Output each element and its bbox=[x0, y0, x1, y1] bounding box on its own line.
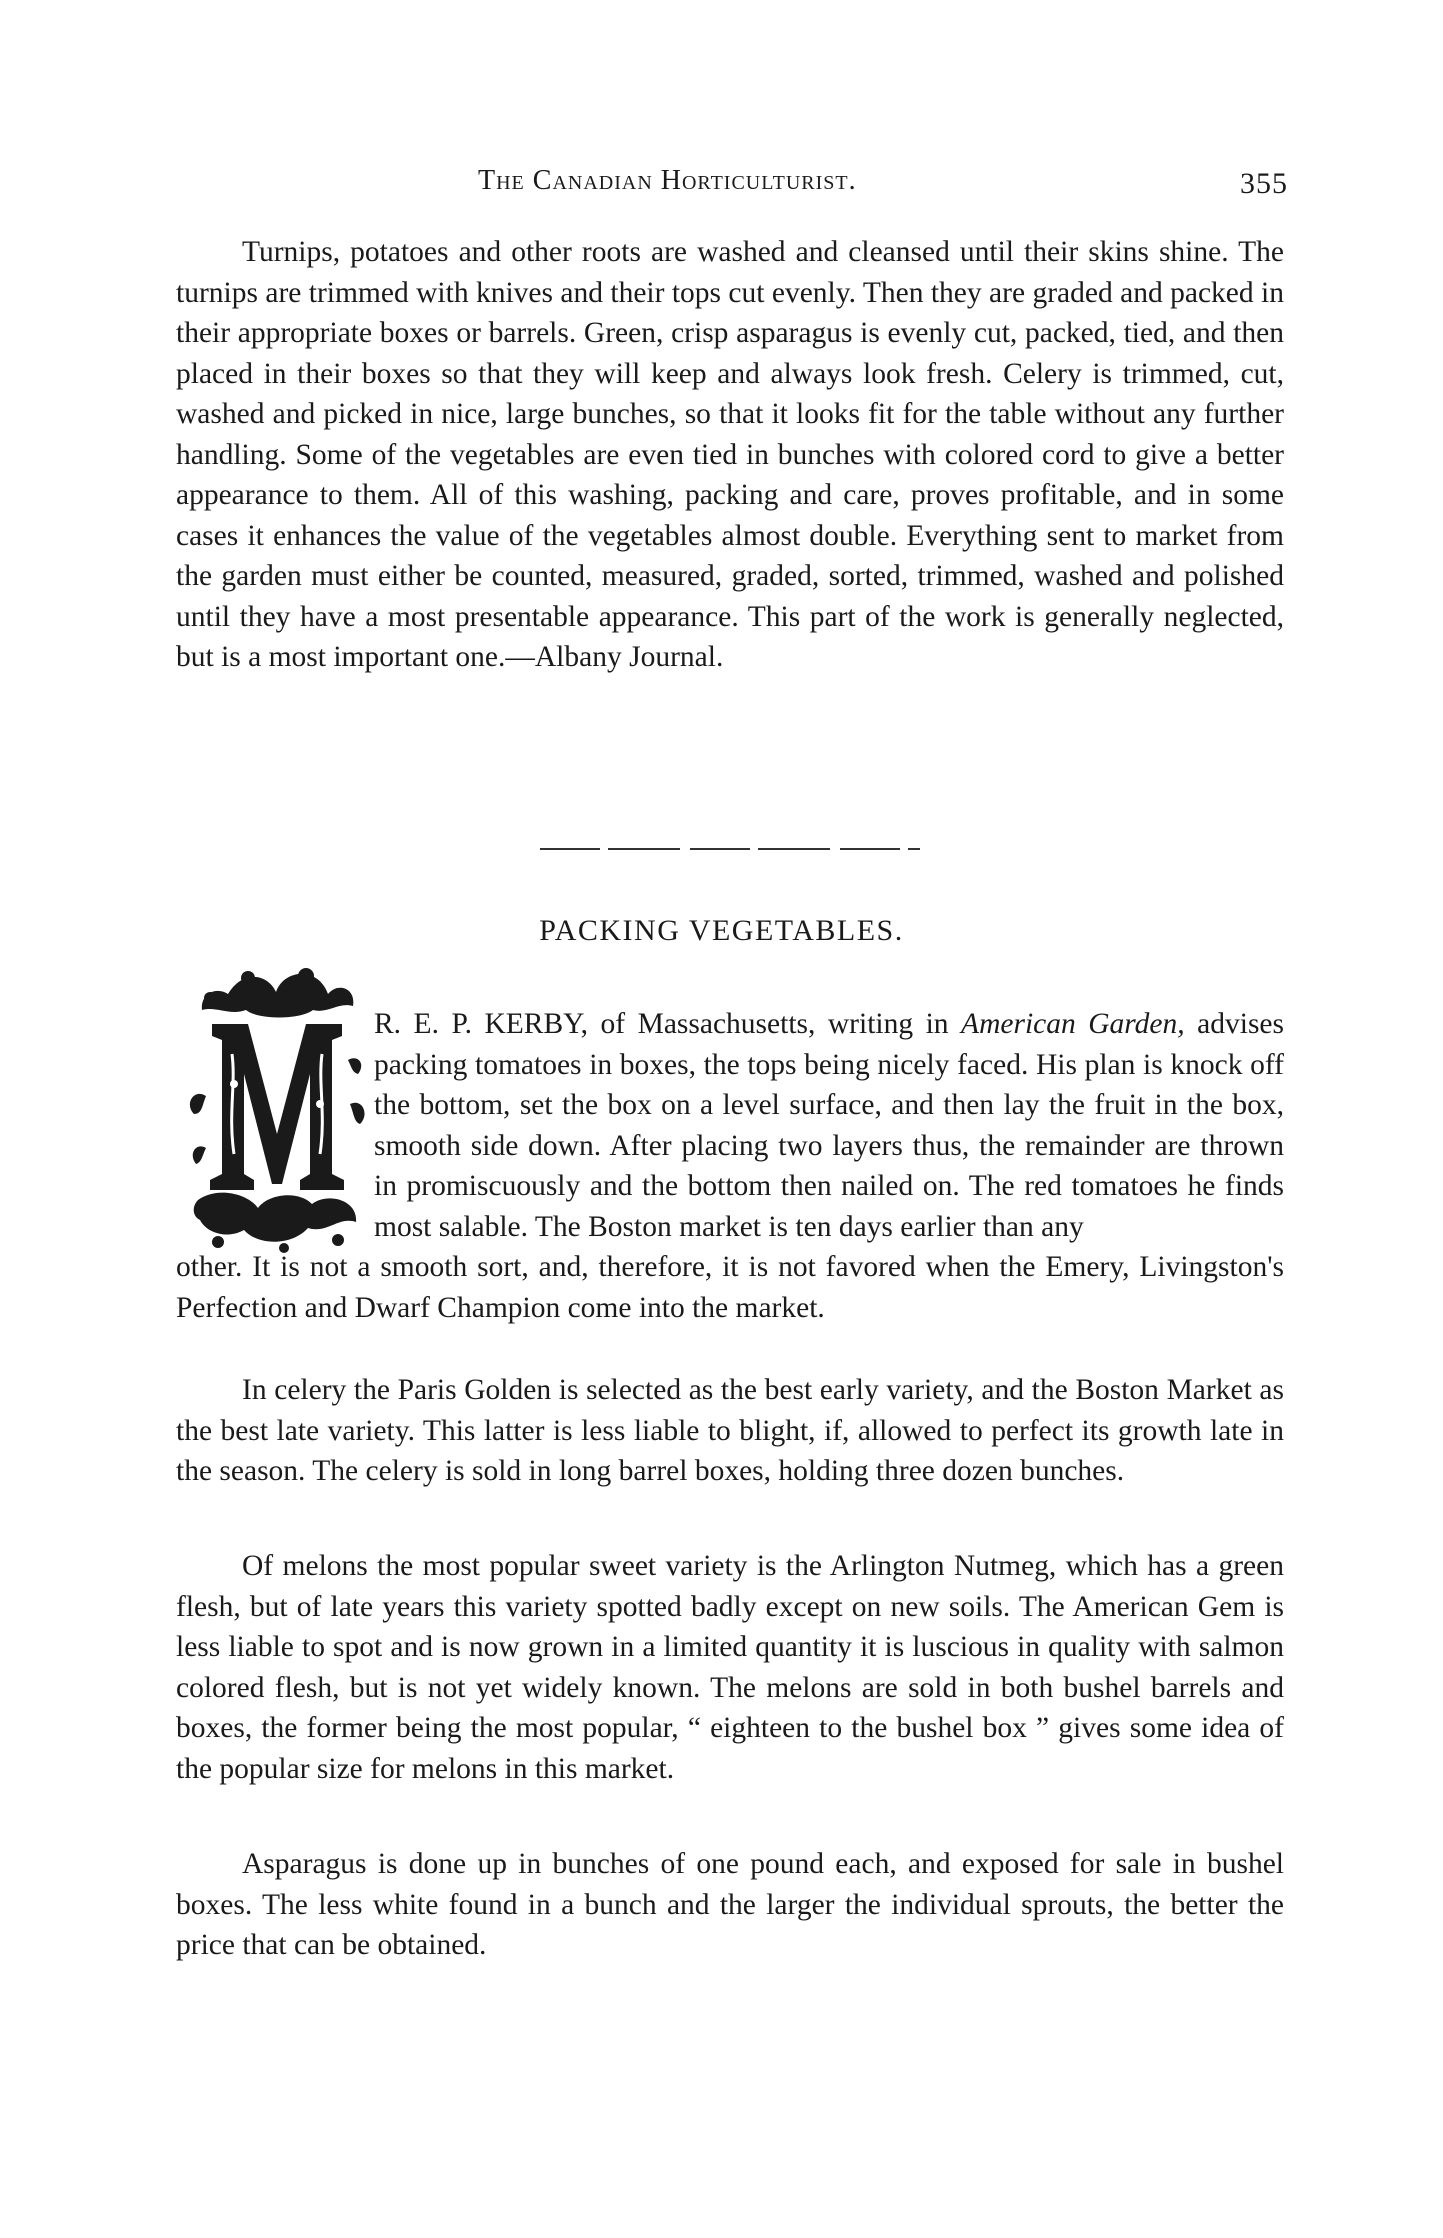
article1-paragraph: Turnips, potatoes and other roots are washed and cleansed until their skins shine. The turnips are trimmed with knives and their tops cut evenly. Then they are graded and packed in their appropriate boxes or barrels. Green, crisp asparagus is evenly cut, packed, tied, and then placed in their boxes so that they will keep and always look fresh. Celery is trimmed, cut, washed and picked in nice, large bunches, so that it looks fit for the table without any further handling. Some of the vegetables are even tied in bunches with colored cord to give a better appearance to them. All of this washing, packing and care, proves profitable, and in some cases it enhances the value of the vegetables almost double. Everything sent to market from the garden must either be counted, measured, graded, sorted, trimmed, washed and polished until they have a most presentable appearance. This part of the work is generally neglected, but is a most important one.—Albany Journal. bbox=[176, 236, 1284, 673]
section-divider bbox=[540, 848, 920, 850]
article2-title: PACKING VEGETABLES. bbox=[539, 914, 904, 947]
opening-text-1: R. E. P. KERBY, of Massachusetts, writing in bbox=[374, 1008, 962, 1040]
melons-paragraph: Of melons the most popular sweet variety is the Arlington Nutmeg, which has a green flesh, but of late years this variety spotted badly except on new soils. The American Gem is less liable to spot and is now grown in a limited quantity it is luscious in quality with salmon colored flesh, but is not yet widely known. The melons are sold in both bushel barrels and boxes, the former being the most popular, “ eighteen to the bushel box ” gives some idea of the popular size for melons in this market. bbox=[176, 1550, 1284, 1785]
publication-name: American Garden, bbox=[961, 1008, 1185, 1040]
article2-opening-continuation: other. It is not a smooth sort, and, therefore, it is not favored when the Emery, Livingston's Perfection and Dwarf Champion come into the market. bbox=[176, 1251, 1284, 1324]
opening-text-2: advises packing tomatoes in boxes, the tops being nicely faced. His plan is knock off the bottom, set the box on a level surface, and then lay the fruit in the box, smooth side down. After placing two layers thus, the remainder are thrown in promiscuously and the bottom then nailed on. The red tomatoes he finds most salable. The Boston market is ten days earlier than any bbox=[374, 1008, 1284, 1243]
article2-opening bbox=[374, 1004, 1284, 1247]
asparagus-paragraph: Asparagus is done up in bunches of one pound each, and exposed for sale in bushel boxes. The less white found in a bunch and the larger the individual sprouts, the better the price that can be obtained. bbox=[176, 1848, 1284, 1961]
journal-title: The Canadian Horticulturist. bbox=[478, 165, 857, 196]
running-header bbox=[178, 165, 1288, 205]
ornamental-initial-m-icon bbox=[188, 964, 366, 1254]
celery-paragraph: In celery the Paris Golden is selected as the best early variety, and the Boston Market as the best late variety. This latter is less liable to blight, if, allowed to perfect its growth late in the season. The celery is sold in long barrel boxes, holding three dozen bunches. bbox=[176, 1374, 1284, 1487]
page-number: 355 bbox=[1240, 167, 1288, 200]
